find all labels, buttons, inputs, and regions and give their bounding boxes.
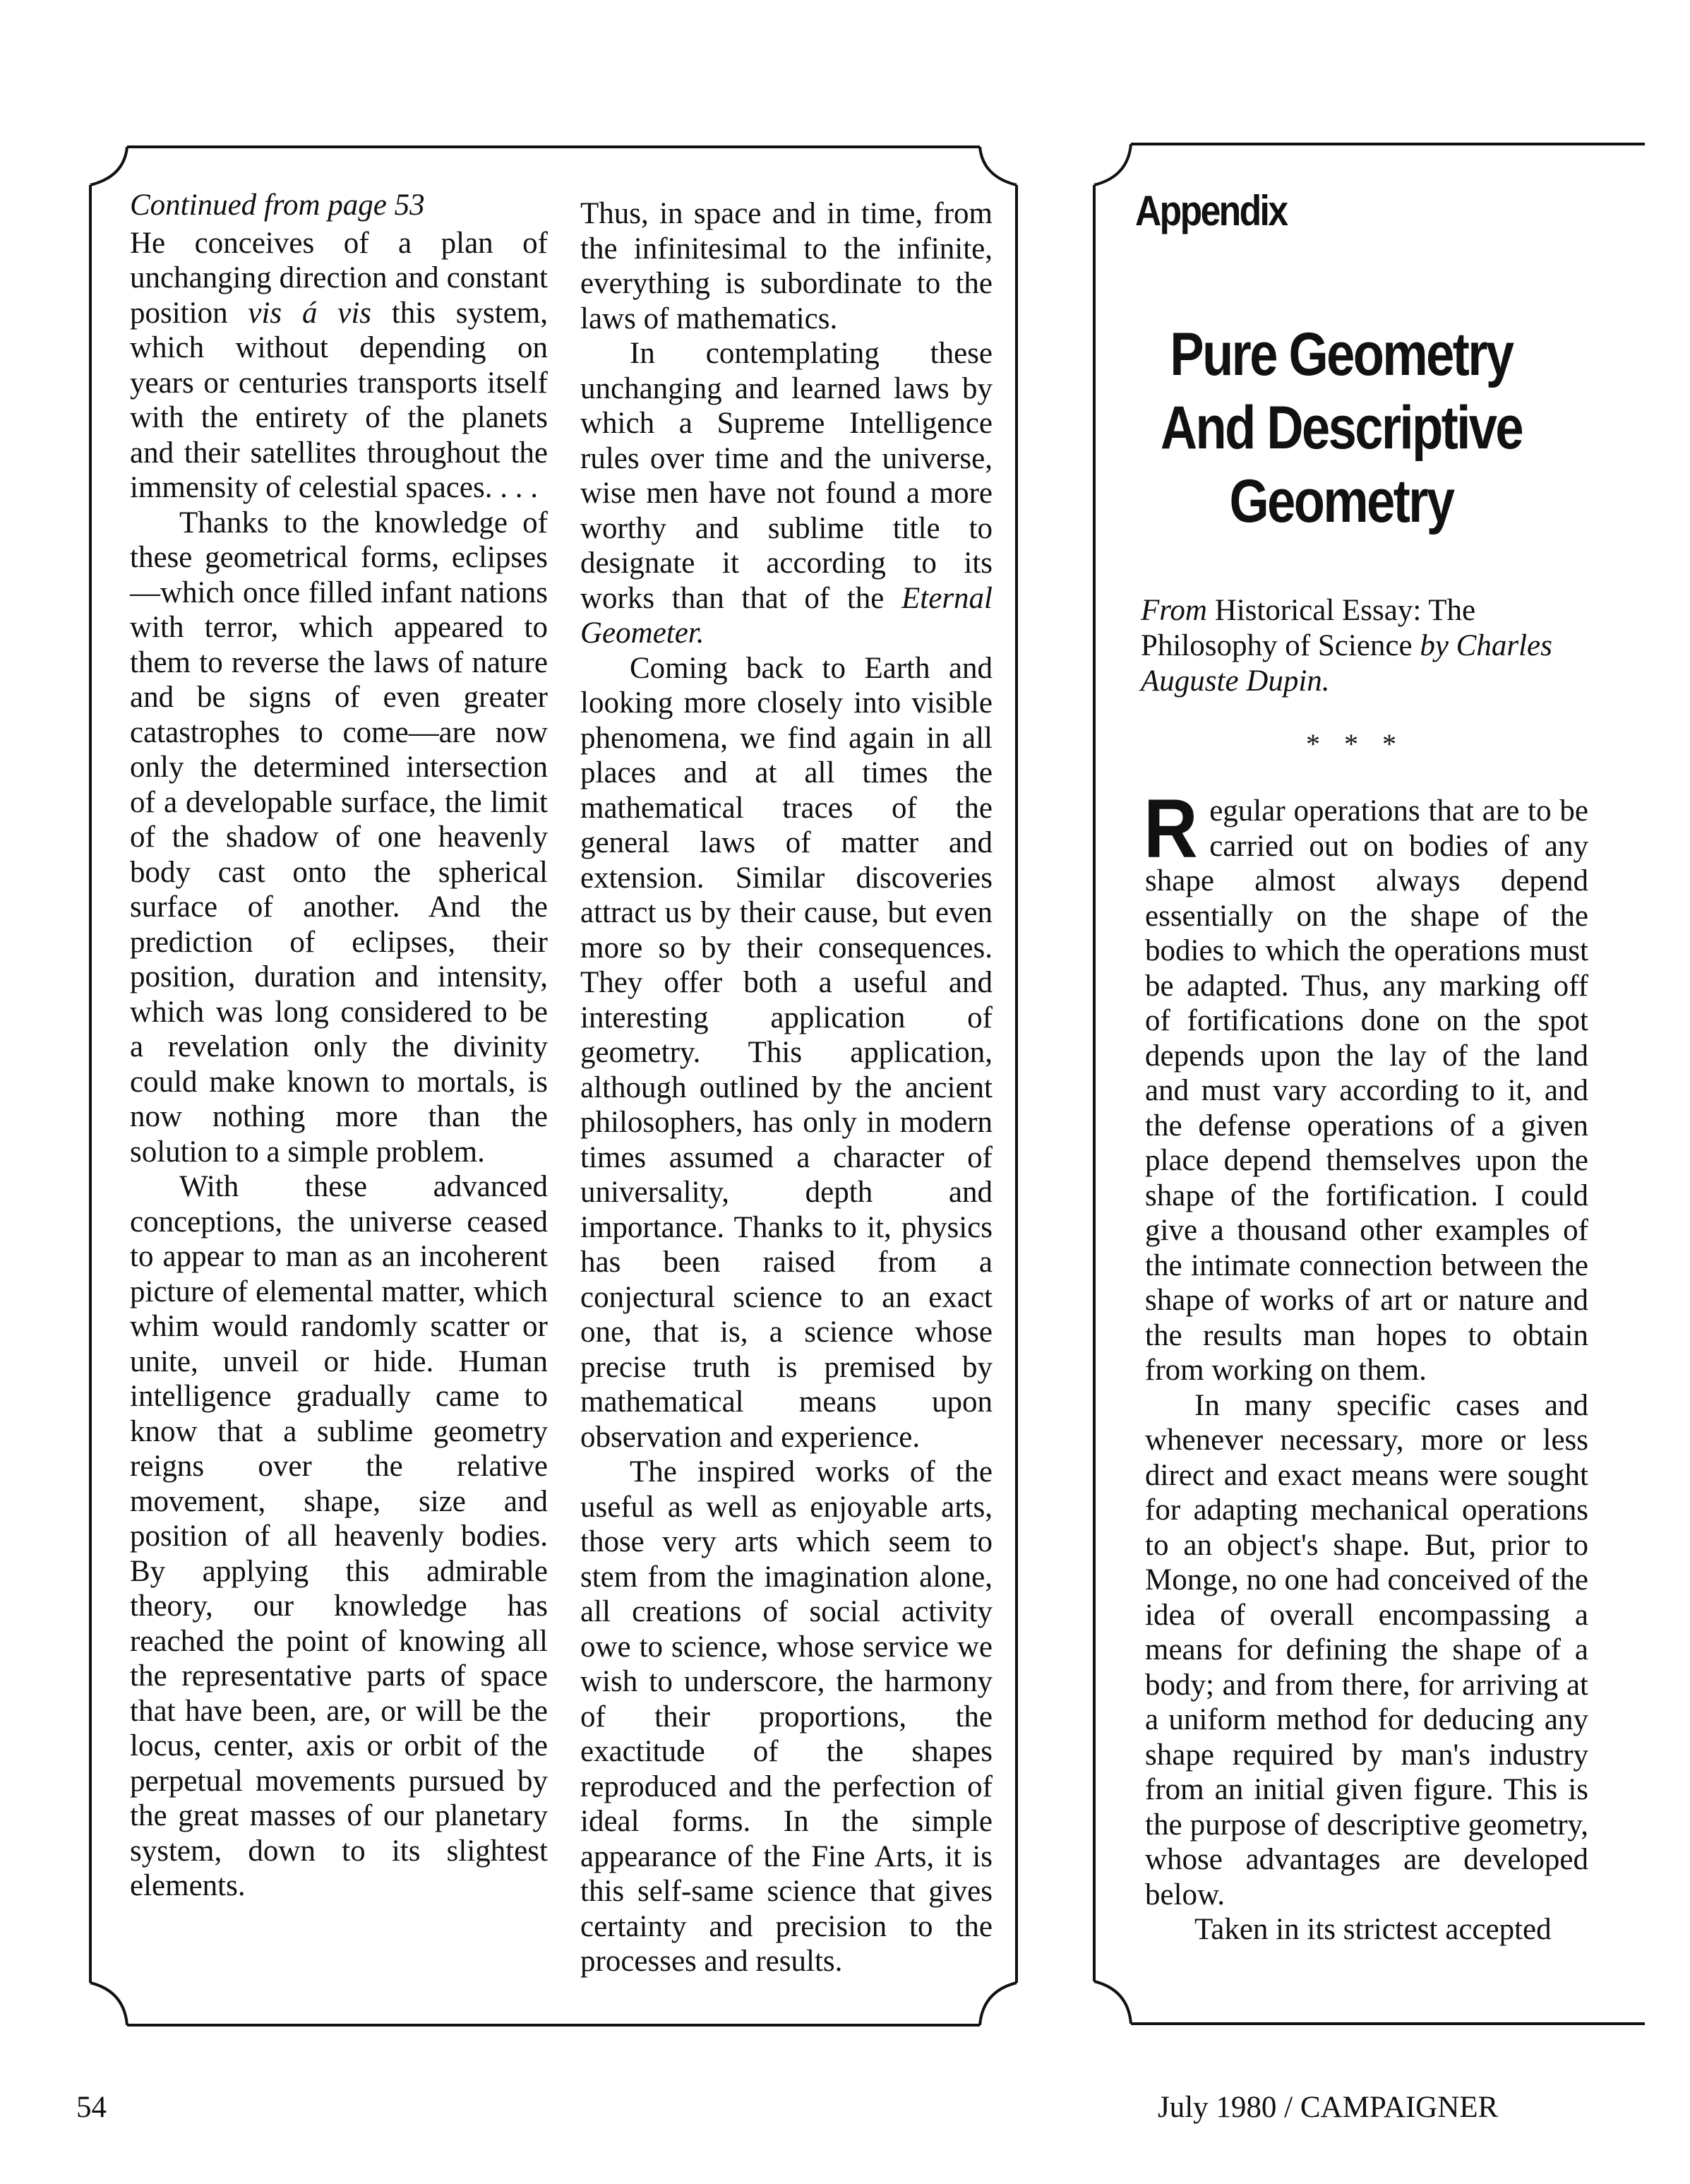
appendix-label: Appendix <box>1135 187 1287 234</box>
source-author: by Charles Auguste Dupin. <box>1141 629 1552 698</box>
left-paragraph-3: With these advanced conceptions, the universe ceased to appear to man as an incoherent picture of elemental matter, which whim would randomly scatter or unite, unveil or hide. Human intelligence gradually came to know that a sublime geometry reigns over the relative movement, shape, size and position of all heavenly bodies. By applying this admirable theory, our knowledge has reached the point of knowing all the representative parts of space that have been, are, or will be the locus, center, axis or orbit of the perpetual movements pursued by the great masses of our planetary system, down to its slightest elements. <box>130 1170 548 1902</box>
continued-from-note: Continued from page 53 <box>130 189 425 222</box>
left-column <box>130 188 548 1904</box>
middle-paragraph-3: Coming back to Earth and looking more closely into visible phenomena, we find again in all places and at all times the mathematical traces of the general laws of matter and extension. Similar discoveries attract us by their cause, but even more so by their consequences. They offer both a useful and interesting application of geometry. This application, although outlined by the ancient philosophers, has only in modern times assumed a character of universality, depth and importance. Thanks to it, physics has been raised from a conjectural science to an exact one, that is, a science whose precise truth is premised by mathematical means upon observation and experience. <box>580 651 993 1454</box>
appendix-column <box>1144 782 1588 1947</box>
title-line-1: Pure Geometry <box>1170 321 1513 388</box>
title-line-2: And Descriptive <box>1160 394 1523 462</box>
middle-column <box>580 196 993 1979</box>
middle-paragraph-4: The inspired works of the useful as well as enjoyable arts, those very arts which seem to stem from the imagination alone, all creations of social activity owe to science, whose service we wish to underscore, the harmony of their proportions, the exactitude of the shapes reproduced and the perfection of ideal forms. In the simple appearance of the Fine Arts, it is this self-same science that gives certainty and precision to the processes and results. <box>580 1455 993 1978</box>
source-essay: Historical Essay: The Philosophy of Science <box>1141 594 1476 662</box>
left-paragraph-2: Thanks to the knowledge of these geometrical forms, eclipses—which once filled infant nations with terror, which appeared to them to reverse the laws of nature and be signs of even greater catastrophes to come—are now only the determined intersection of a developable surface, the limit of the shadow of one heavenly body cast onto the spherical surface of another. And the prediction of eclipses, their position, duration and intensity, which was long considered to be a revelation only the divinity could make known to mortals, is now nothing more than the solution to a simple problem. <box>130 506 548 1169</box>
page-number: 54 <box>76 2091 107 2124</box>
appendix-paragraph-3: Taken in its strictest accepted <box>1194 1913 1552 1946</box>
appendix-paragraph-2: In many specific cases and whenever necessary, more or less direct and exact means were sought for adapting mechanical operations to an object's shape. But, prior to Monge, no one had conceived of the idea of overall encompassing a means for defining the shape of a body; and from there, for arriving at a uniform method for deducing any shape required by man's industry from an initial given figure. This is the purpose of descriptive geometry, whose advantages are developed below. <box>1145 1388 1588 1911</box>
appendix-paragraph-1: Regular operations that are to be carried out on bodies of any shape almost always depend essentially on the shape of the bodies to which the operations must be adapted. Thus, any marking off of fortifications done on the spot depends upon the lay of the land and must vary according to it, and the defense operations of a given place depend themselves upon the shape of the fortification. I could give a thousand other examples of the intimate connection between the shape of works of art or nature and the results man hopes to obtain from working on them. <box>1144 782 1588 1387</box>
middle-paragraph-2: In contemplating these unchanging and learned laws by which a Supreme Intelligence rules over time and the universe, wise men have not found a more worthy and sublime title to designate it according to its works than that of the Eternal Geometer. <box>580 337 993 650</box>
drop-cap: R <box>1144 782 1198 876</box>
publication-line: July 1980 / CAMPAIGNER <box>1158 2091 1499 2124</box>
left-paragraph-1: He conceives of a plan of unchanging direction and constant position vis á vis this system, which without depending on years or centuries transports itself with the entirety of the planets and their satellites throughout the immensity of celestial spaces. . . . <box>130 226 548 504</box>
source-from: From <box>1141 594 1207 627</box>
source-credit <box>1141 593 1593 699</box>
section-divider-stars: * * * <box>1306 728 1405 760</box>
middle-paragraph-1: Thus, in space and in time, from the infinitesimal to the infinite, everything is subordinate to the laws of mathematics. <box>580 197 993 335</box>
title-line-3: Geometry <box>1229 467 1454 535</box>
article-title <box>1101 318 1581 538</box>
